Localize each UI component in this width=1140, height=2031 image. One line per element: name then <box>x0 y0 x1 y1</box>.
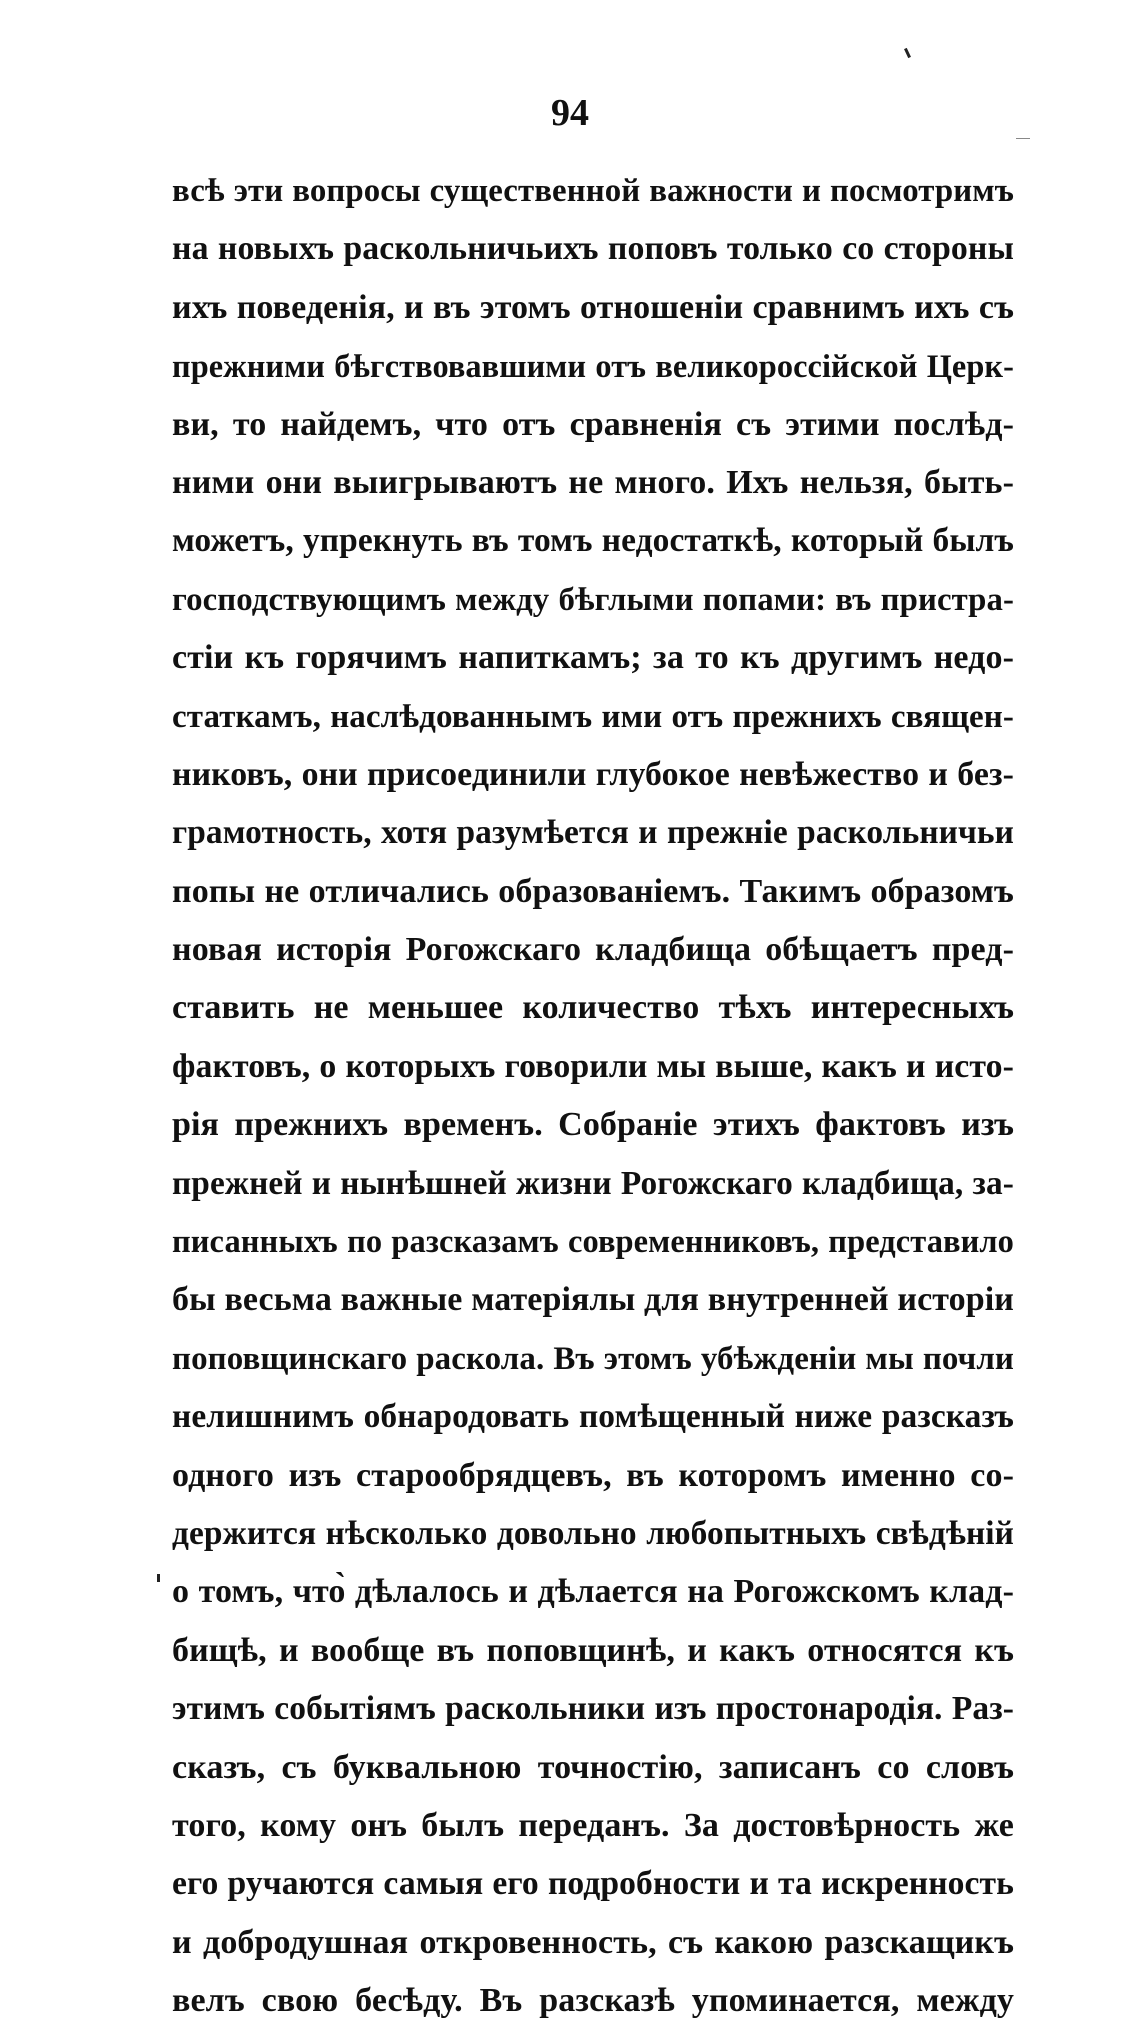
text-line: его ручаются самыя его подробности и та искренность <box>172 1865 1014 1903</box>
page-number: 94 <box>551 92 589 134</box>
text-line: одного изъ старообрядцевъ, въ которомъ именно со- <box>172 1456 1014 1494</box>
text-line: того, кому онъ былъ переданъ. За достовѣрность же <box>172 1806 1014 1844</box>
text-line: ихъ поведенія, и въ этомъ отношеніи сравнимъ ихъ съ <box>172 288 1014 326</box>
text-line: стіи къ горячимъ напиткамъ; за то къ другимъ недо- <box>172 639 1014 677</box>
body-text <box>172 162 1014 2031</box>
text-line: и добродушная откровенность, съ какою разскащикъ <box>172 1923 1014 1961</box>
text-line: писанныхъ по разсказамъ современниковъ, представило <box>172 1224 1014 1261</box>
text-line: статкамъ, наслѣдованнымъ ими отъ прежнихъ священ- <box>172 698 1014 735</box>
text-line: грамотность, хотя разумѣется и прежніе раскольничьи <box>172 814 1014 852</box>
scan-speck <box>157 1574 160 1582</box>
text-line: попы не отличались образованіемъ. Такимъ образомъ <box>172 872 1014 910</box>
text-line: на новыхъ раскольничьихъ поповъ только со стороны <box>172 230 1014 268</box>
text-line: ставить не меньшее количество тѣхъ интересныхъ <box>172 989 1014 1027</box>
text-line: ви, то найдемъ, что отъ сравненія съ этими послѣд- <box>172 405 1014 443</box>
text-line: рія прежнихъ временъ. Собраніе этихъ фактовъ изъ <box>172 1106 1014 1144</box>
text-line: всѣ эти вопросы существенной важности и посмотримъ <box>172 173 1014 209</box>
text-line: велъ свою бесѣду. Въ разсказѣ упоминается, между <box>172 1982 1014 2020</box>
text-line: новая исторія Рогожскаго кладбища обѣщаетъ пред- <box>172 931 1014 969</box>
text-line: бы весьма важные матеріялы для внутренней исторіи <box>172 1281 1014 1319</box>
text-line: поповщинскаго раскола. Въ этомъ убѣжденіи мы почли <box>172 1340 1014 1377</box>
scan-speck <box>904 48 911 58</box>
text-line: прежними бѣгствовавшими отъ великороссійской Церк- <box>172 348 1014 385</box>
text-line: этимъ событіямъ раскольники изъ простонародія. Раз- <box>172 1690 1014 1728</box>
text-line: никовъ, они присоединили глубокое невѣжество и без- <box>172 755 1014 793</box>
text-line: сказъ, съ буквальною точностію, записанъ со словъ <box>172 1748 1014 1786</box>
text-line: бищѣ, и вообще въ поповщинѣ, и какъ относятся къ <box>172 1631 1014 1669</box>
text-line: ними они выигрываютъ не много. Ихъ нельзя, быть- <box>172 463 1014 501</box>
scan-speck <box>1016 138 1030 139</box>
text-line: нелишнимъ обнародовать помѣщенный ниже разсказъ <box>172 1398 1014 1436</box>
text-line: фактовъ, о которыхъ говорили мы выше, какъ и исто- <box>172 1047 1014 1085</box>
text-line: держится нѣсколько довольно любопытныхъ свѣдѣній <box>172 1514 1014 1552</box>
text-line: господствующимъ между бѣглыми попами: въ пристра- <box>172 581 1014 618</box>
text-line: прежней и нынѣшней жизни Рогожскаго кладбища, за- <box>172 1164 1014 1202</box>
text-line: о томъ, что̀ дѣлалось и дѣлается на Рогожскомъ клад- <box>172 1573 1014 1611</box>
text-line: можетъ, упрекнуть въ томъ недостаткѣ, который былъ <box>172 522 1014 560</box>
